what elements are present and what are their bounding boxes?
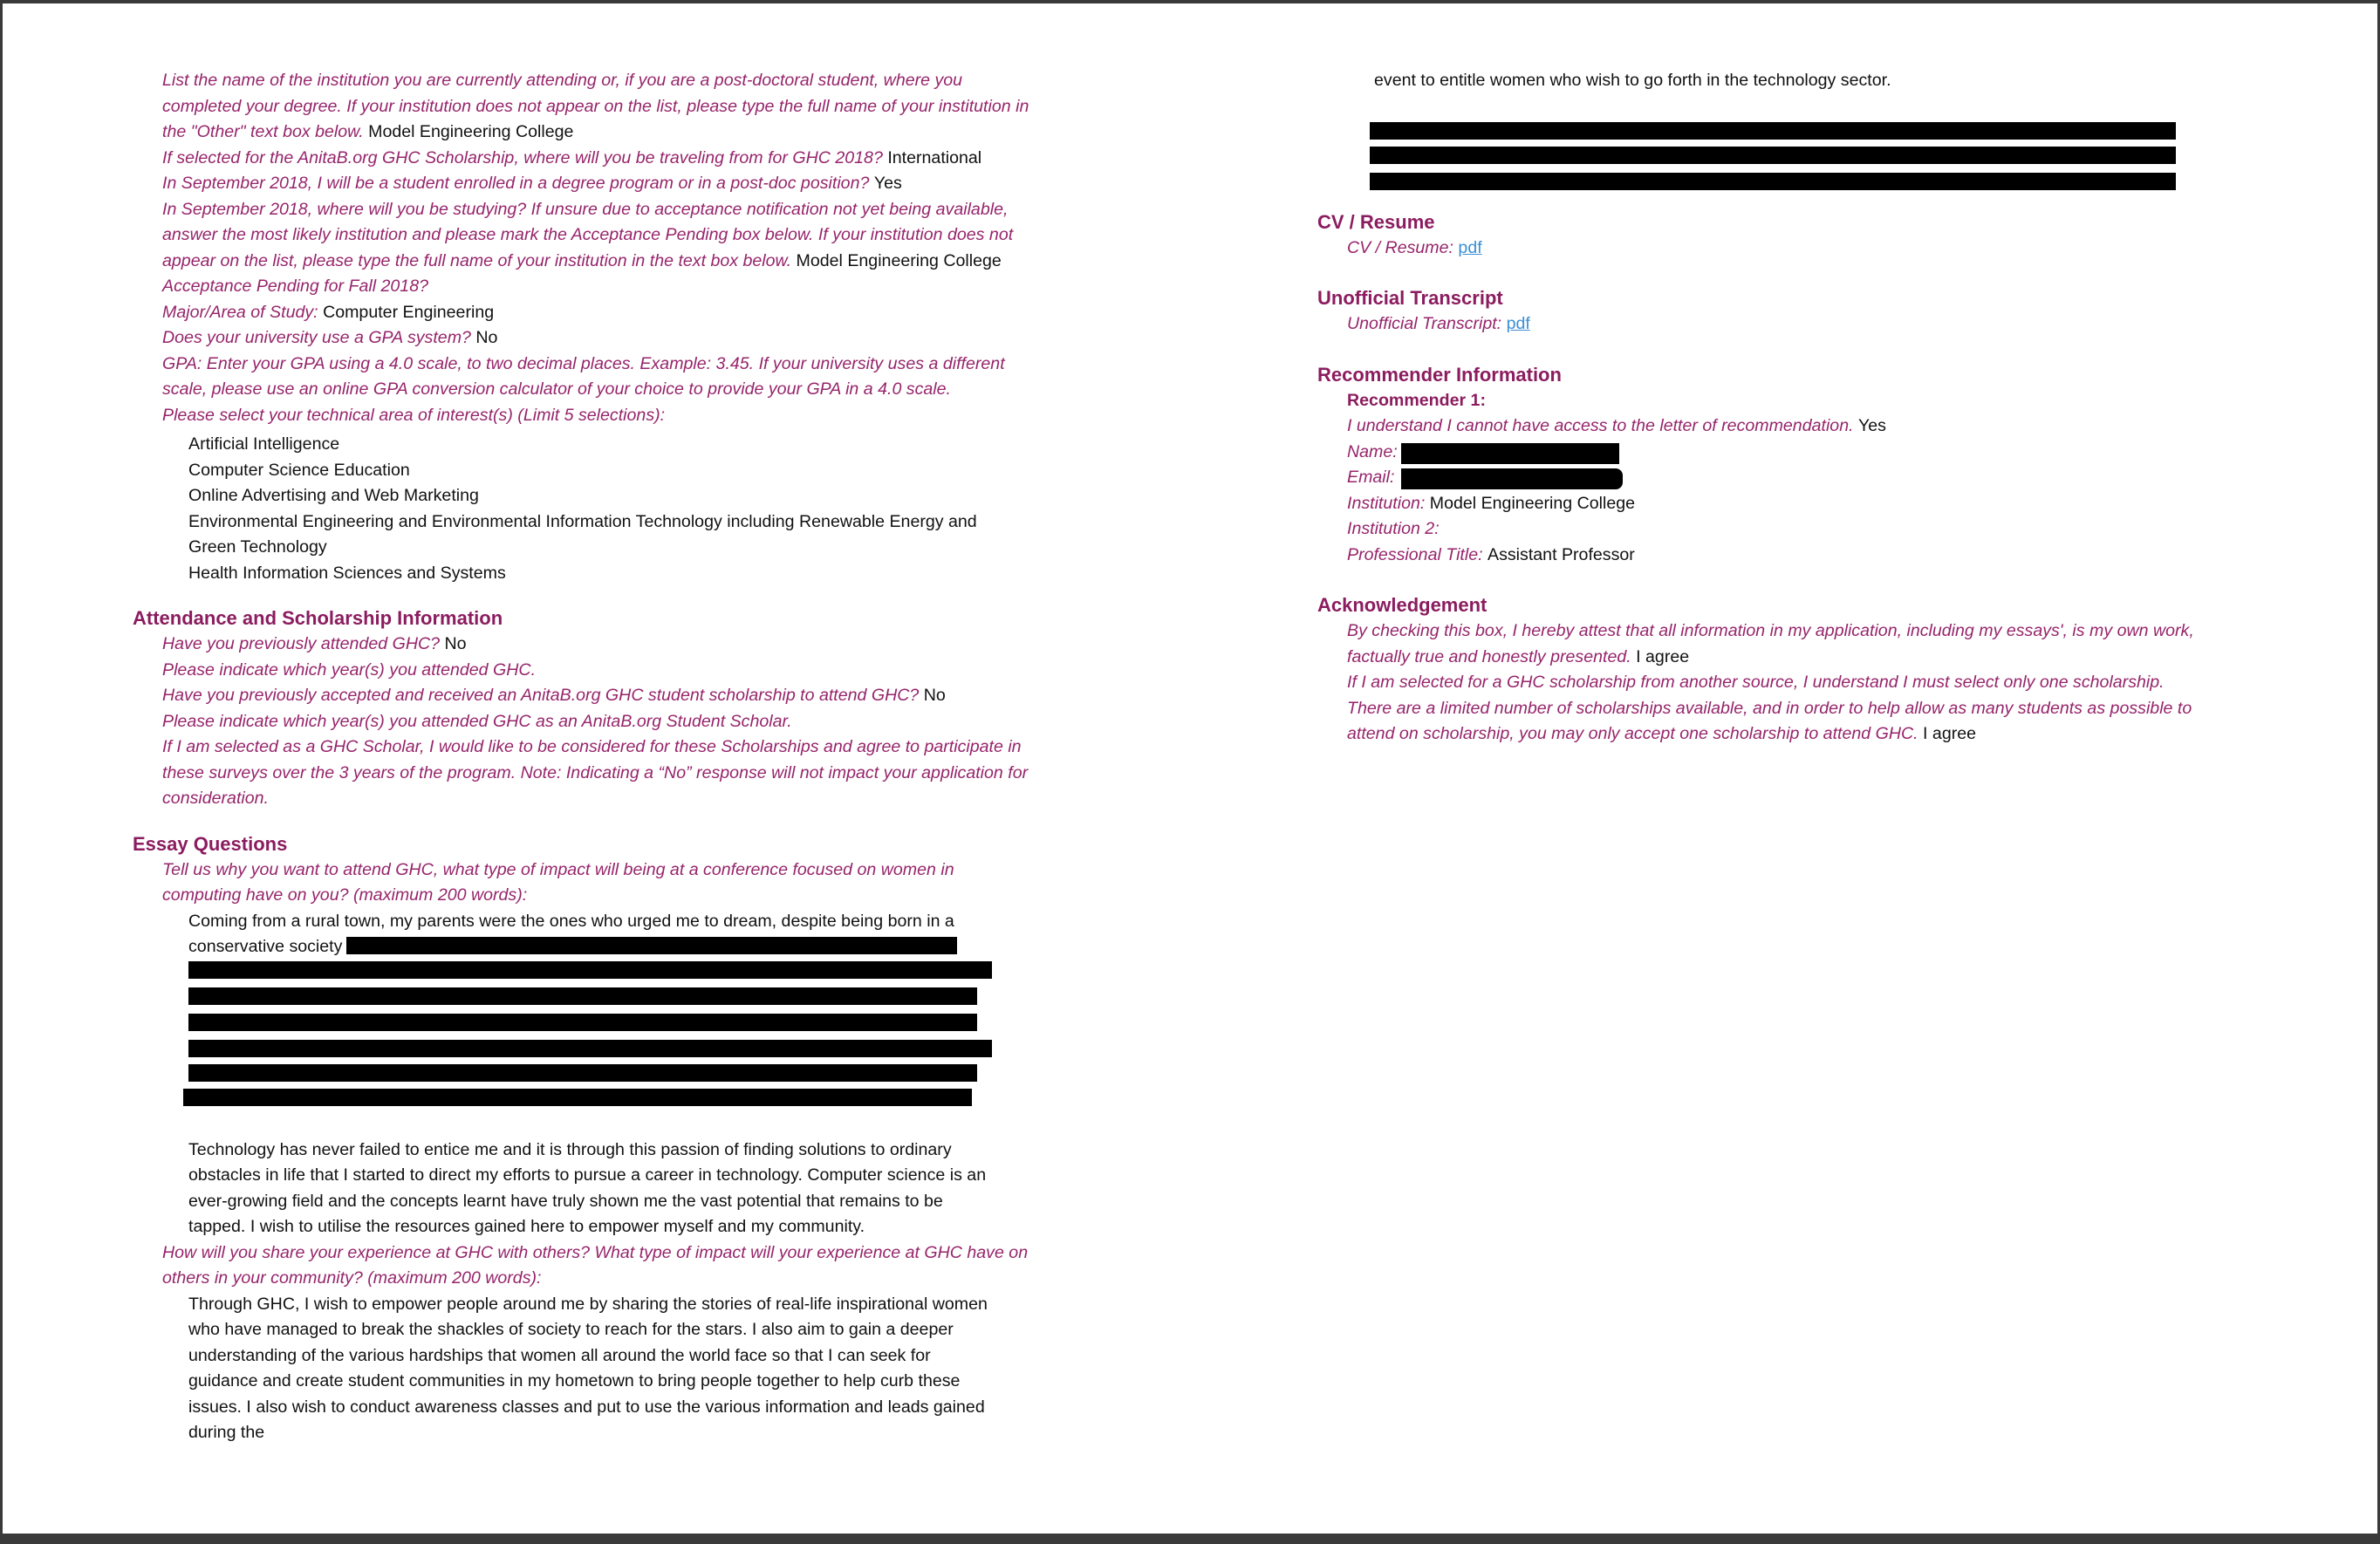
question-areas: Please select your technical area of interest(s) (Limit 5 selections):: [162, 405, 666, 425]
redaction-bar: [188, 1040, 992, 1057]
question-one-scholarship: If I am selected for a GHC scholarship from another source, I understand I must select only one scholarship. There are a limited number of scholarships available, and in order to help allow as many students as possible to attend on scholarship, you may only accept one scholarship to attend GHC. I agree: [1347, 673, 2192, 743]
right-column: [1317, 68, 2207, 748]
question-scholar-years: Please indicate which year(s) you attended GHC as an AnitaB.org Student Scholar.: [162, 711, 792, 731]
left-column: [133, 68, 1031, 1446]
answer-travel: International: [887, 147, 982, 167]
transcript-pdf-link[interactable]: pdf: [1506, 314, 1530, 333]
answer-attest: I agree: [1636, 646, 1690, 666]
list-item: Health Information Sciences and Systems: [188, 563, 506, 583]
essay-1-start: Coming from a rural town, my parents were the ones who urged me to dream, despite being born in a conservative society: [188, 911, 954, 956]
areas-list: [133, 432, 1031, 586]
redaction-bar: [183, 1089, 972, 1106]
question-gpa: GPA: Enter your GPA using a 4.0 scale, to two decimal places. Example: 3.45. If your university uses a different scale, please use an online GPA conversion calculator of your choice to provide your GPA in a 4.0 scale.: [162, 353, 1005, 399]
answer-scholar: No: [923, 686, 946, 705]
question-institution: List the name of the institution you are currently attending or, if you are a post-doctoral student, where you completed your degree. If your institution does not appear on the list, please type the full name of your institution in the "Other" text box below. Model Engineering College: [162, 71, 1029, 141]
section-heading-essay: Essay Questions: [133, 832, 288, 855]
essay-1-redacted-block: [133, 909, 1031, 1115]
essay-2-redacted-block: [1317, 94, 2207, 190]
section-heading-attendance: Attendance and Scholarship Information: [133, 607, 503, 629]
question-institution-rec: Institution: Model Engineering College: [1347, 493, 1636, 513]
question-enrolled: In September 2018, I will be a student enrolled in a degree program or in a post-doc position? Yes: [162, 174, 902, 193]
redaction-bar: [1401, 443, 1619, 464]
answer-study: Model Engineering College: [796, 250, 1002, 270]
answer-major: Computer Engineering: [323, 302, 495, 322]
answer-attended: No: [444, 634, 467, 653]
question-attended-years: Please indicate which year(s) you attended GHC.: [162, 659, 537, 680]
answer-one-scholarship: I agree: [1923, 724, 1977, 743]
redaction-bar: [188, 987, 977, 1005]
redaction-bar: [188, 1014, 977, 1031]
answer-access: Yes: [1858, 416, 1886, 435]
redaction-bar: [1370, 122, 2176, 140]
list-item: Computer Science Education: [188, 460, 410, 480]
question-study: In September 2018, where will you be studying? If unsure due to acceptance notification not yet being available, answer the most likely institution and please mark the Acceptance Pending box below. If your institution does not appear on the list, please type the full name of your institution in the text box below. Model Engineering College: [162, 199, 1014, 270]
section-heading-acknowledgement: Acknowledgement: [1317, 594, 1488, 616]
redaction-bar: [188, 1064, 977, 1082]
cv-pdf-link[interactable]: pdf: [1458, 237, 1482, 257]
redaction-bar: [346, 937, 957, 954]
question-gpa-system: Does your university use a GPA system? No: [162, 328, 498, 347]
question-name: Name:: [1347, 441, 1398, 461]
answer-enrolled: Yes: [873, 174, 902, 193]
question-cv: CV / Resume: pdf: [1347, 237, 1482, 257]
recommender-1-title: Recommender 1:: [1347, 390, 1486, 410]
list-item: Online Advertising and Web Marketing: [188, 486, 479, 505]
question-surveys: If I am selected as a GHC Scholar, I would like to be considered for these Scholarships and agree to participate in these surveys over the 3 years of the program. Note: Indicating a “No” response will not impact your application for consideration.: [162, 737, 1029, 808]
section-heading-recommender: Recommender Information: [1317, 363, 1562, 386]
answer-gpa-system: No: [475, 328, 498, 347]
essay-2-text: Through GHC, I wish to empower people around me by sharing the stories of real-life inspirational women who have managed to break the shackles of society to reach for the stars. I also aim to gain a deeper understanding of the various hardships that women all around the world face so that I can seek for guidance and create student communities in my hometown to bring people together to help curb these issues. I also wish to conduct awareness classes and put to use the various information and leads gained during the: [188, 1294, 988, 1442]
question-essay-2: How will you share your experience at GHC with others? What type of impact will your experience at GHC have on others in your community? (maximum 200 words):: [162, 1242, 1029, 1288]
recommender-email-row: [1317, 465, 2207, 491]
question-attest: By checking this box, I hereby attest that all information in my application, including my essays', is my own work, factually true and honestly presented. I agree: [1347, 621, 2194, 666]
section-heading-transcript: Unofficial Transcript: [1317, 287, 1503, 309]
question-travel: If selected for the AnitaB.org GHC Scholarship, where will you be traveling from for GHC 2018? International: [162, 147, 982, 167]
redaction-bar: [1401, 468, 1623, 489]
redaction-bar: [188, 961, 992, 979]
question-attended: Have you previously attended GHC? No: [162, 634, 467, 653]
list-item: Environmental Engineering and Environmental Information Technology including Renewable Energy and Green Technology: [188, 511, 977, 557]
question-professional-title: Professional Title: Assistant Professor: [1347, 544, 1635, 564]
question-pending: Acceptance Pending for Fall 2018?: [162, 277, 428, 296]
question-access: I understand I cannot have access to the letter of recommendation. Yes: [1347, 416, 1886, 435]
question-institution-2: Institution 2:: [1347, 519, 1440, 538]
answer-institution: Model Engineering College: [368, 122, 574, 141]
question-transcript: Unofficial Transcript: pdf: [1347, 314, 1530, 333]
list-item: Artificial Intelligence: [188, 434, 340, 454]
essay-2-continuation: event to entitle women who wish to go forth in the technology sector.: [1374, 71, 1891, 90]
question-email: Email:: [1347, 468, 1395, 487]
question-major: Major/Area of Study: Computer Engineering: [162, 302, 495, 322]
redaction-bar: [1370, 147, 2176, 164]
recommender-name-row: [1317, 440, 2207, 466]
section-heading-cv: CV / Resume: [1317, 210, 1435, 233]
redaction-bar: [1370, 173, 2176, 190]
answer-institution-rec: Model Engineering College: [1429, 493, 1636, 513]
answer-professional-title: Assistant Professor: [1488, 544, 1635, 564]
question-essay-1: Tell us why you want to attend GHC, what type of impact will being at a conference focused on women in computing have on you? (maximum 200 words):: [162, 859, 954, 905]
question-scholar: Have you previously accepted and received an AnitaB.org GHC student scholarship to attend GHC? No: [162, 686, 946, 705]
essay-1-paragraph-2: Technology has never failed to entice me and it is through this passion of finding solutions to ordinary obstacles in life that I started to direct my efforts to pursue a career in technology. Computer science is an ever-growing field and the concepts learnt have truly shown me the vast potential that remains to be tapped. I wish to utilise the resources gained here to empower myself and my community.: [188, 1139, 987, 1236]
